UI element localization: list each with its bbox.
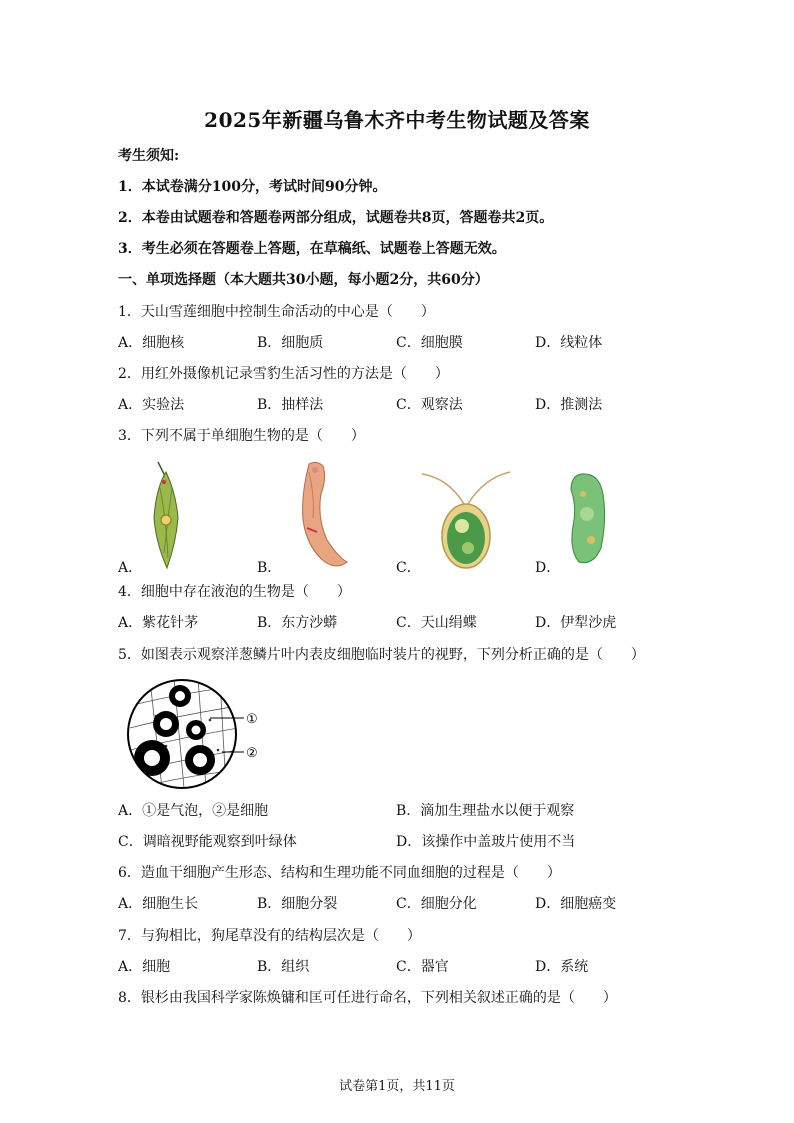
q6-option-a: A．细胞生长 xyxy=(118,896,199,912)
q3-option-a: A． xyxy=(118,560,143,576)
q6-option-b: B．细胞分裂 xyxy=(257,896,338,912)
q3-option-c: C． xyxy=(396,560,421,576)
figure-label-2: ② xyxy=(246,746,258,761)
q6-option-d: D．细胞癌变 xyxy=(535,896,617,912)
q7-option-b: B．组织 xyxy=(257,959,310,975)
question-1-stem: 1．天山雪莲细胞中控制生命活动的中心是（ ） xyxy=(118,304,435,320)
question-8-stem: 8．银杉由我国科学家陈焕镛和匡可任进行命名，下列相关叙述正确的是（ ） xyxy=(118,990,617,1006)
euglena-image xyxy=(140,458,190,573)
microscope-field-image xyxy=(126,676,276,792)
page-footer: 试卷第1页，共11页 xyxy=(339,1079,455,1094)
question-2-stem: 2．用红外摄像机记录雪豹生活习性的方法是（ ） xyxy=(118,366,449,382)
notice-2: 2．本卷由试题卷和答题卷两部分组成，试题卷共8页，答题卷共2页。 xyxy=(118,210,554,226)
q4-option-a: A．紫花针茅 xyxy=(118,615,199,631)
chlamydomonas-image xyxy=(418,468,514,573)
q5-option-c: C．调暗视野能观察到叶绿体 xyxy=(118,834,297,850)
q1-option-d: D．线粒体 xyxy=(535,335,603,351)
q4-option-d: D．伊犁沙虎 xyxy=(535,615,617,631)
q5-option-d: D．该操作中盖玻片使用不当 xyxy=(396,834,576,850)
figure-label-1: ① xyxy=(246,712,258,727)
notice-3: 3．考生必须在答题卷上答题，在草稿纸、试题卷上答题无效。 xyxy=(118,241,506,257)
q6-option-c: C．细胞分化 xyxy=(396,896,477,912)
q3-option-d: D． xyxy=(535,560,561,576)
q4-option-b: B．东方沙蟒 xyxy=(257,615,338,631)
question-7-stem: 7．与狗相比，狗尾草没有的结构层次是（ ） xyxy=(118,928,421,944)
q7-option-d: D．系统 xyxy=(535,959,589,975)
question-3-stem: 3．下列不属于单细胞生物的是（ ） xyxy=(118,428,365,444)
page-title: 2025年新疆乌鲁木齐中考生物试题及答案 xyxy=(204,108,590,132)
worm-image xyxy=(287,458,349,570)
q3-option-b: B． xyxy=(257,560,282,576)
q4-option-c: C．天山绢蝶 xyxy=(396,615,477,631)
q5-option-b: B．滴加生理盐水以便于观察 xyxy=(396,803,575,819)
notice-1: 1．本试卷满分100分，考试时间90分钟。 xyxy=(118,179,387,195)
notice-heading: 考生须知: xyxy=(118,148,180,164)
q1-option-a: A．细胞核 xyxy=(118,335,185,351)
q1-option-c: C．细胞膜 xyxy=(396,335,463,351)
q2-option-d: D．推测法 xyxy=(535,397,603,413)
q7-option-c: C．器官 xyxy=(396,959,449,975)
q2-option-a: A．实验法 xyxy=(118,397,185,413)
paramecium-image xyxy=(563,470,611,568)
question-4-stem: 4．细胞中存在液泡的生物是（ ） xyxy=(118,584,351,600)
q2-option-c: C．观察法 xyxy=(396,397,463,413)
question-5-stem: 5．如图表示观察洋葱鳞片叶内表皮细胞临时装片的视野，下列分析正确的是（ ） xyxy=(118,647,645,663)
question-6-stem: 6．造血干细胞产生形态、结构和生理功能不同血细胞的过程是（ ） xyxy=(118,865,561,881)
section-heading: 一、单项选择题（本大题共30小题，每小题2分，共60分） xyxy=(118,272,489,288)
q7-option-a: A．细胞 xyxy=(118,959,171,975)
q1-option-b: B．细胞质 xyxy=(257,335,324,351)
q2-option-b: B．抽样法 xyxy=(257,397,324,413)
q5-option-a: A．①是气泡，②是细胞 xyxy=(118,803,269,819)
